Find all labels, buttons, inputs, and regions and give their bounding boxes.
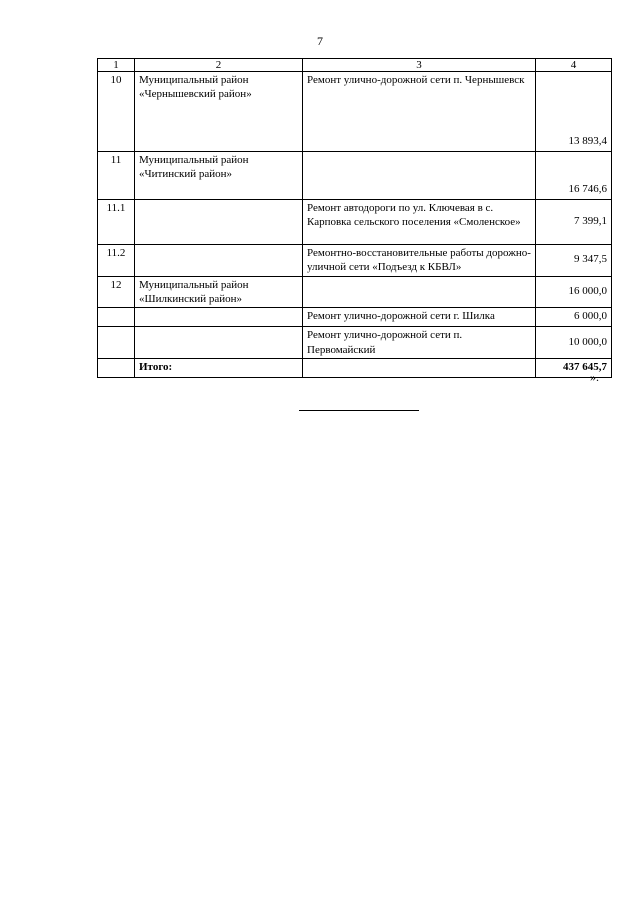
- row-number: 11.1: [98, 200, 135, 245]
- total-amount: 437 645,7: [536, 359, 612, 378]
- row-number: 12: [98, 276, 135, 308]
- total-work-cell: [303, 359, 536, 378]
- work-cell: [303, 276, 536, 308]
- table-row: [98, 327, 612, 359]
- table-header-row: [98, 59, 612, 72]
- funding-table: [97, 58, 612, 378]
- table-row: [98, 200, 612, 245]
- header-cell-2: 2: [135, 59, 303, 72]
- row-number: 11.2: [98, 245, 135, 277]
- work-cell: Ремонт улично-дорожной сети п. Чернышевск: [303, 72, 536, 152]
- header-cell-1: 1: [98, 59, 135, 72]
- district-cell: [135, 327, 303, 359]
- district-cell: [135, 200, 303, 245]
- header-cell-4: 4: [536, 59, 612, 72]
- row-number: [98, 308, 135, 327]
- district-cell: [135, 308, 303, 327]
- table-row: [98, 245, 612, 277]
- total-row: [98, 359, 612, 378]
- table-row: [98, 152, 612, 200]
- row-number: 11: [98, 152, 135, 200]
- end-divider-line: [299, 410, 419, 411]
- amount-cell: 16 000,0: [536, 276, 612, 308]
- closing-quote: ».: [590, 370, 599, 384]
- amount-cell: 7 399,1: [536, 200, 612, 245]
- work-cell: Ремонтно-восстановительные работы дорожно-уличной сети «Подъезд к КБВЛ»: [303, 245, 536, 277]
- total-label: Итого:: [135, 359, 303, 378]
- district-cell: [135, 245, 303, 277]
- amount-cell: 13 893,4: [536, 72, 612, 152]
- amount-cell: 6 000,0: [536, 308, 612, 327]
- row-number: [98, 327, 135, 359]
- work-cell: Ремонт автодороги по ул. Ключевая в с. Карповка сельского поселения «Смоленское»: [303, 200, 536, 245]
- district-cell: Муниципальный район «Чернышевский район»: [135, 72, 303, 152]
- table-row: [98, 72, 612, 152]
- amount-cell: 9 347,5: [536, 245, 612, 277]
- work-cell: Ремонт улично-дорожной сети п. Первомайский: [303, 327, 536, 359]
- row-number: 10: [98, 72, 135, 152]
- district-cell: Муниципальный район «Шилкинский район»: [135, 276, 303, 308]
- work-cell: [303, 152, 536, 200]
- total-number-cell: [98, 359, 135, 378]
- table-row: [98, 308, 612, 327]
- table-row: [98, 276, 612, 308]
- district-cell: Муниципальный район «Читинский район»: [135, 152, 303, 200]
- work-cell: Ремонт улично-дорожной сети г. Шилка: [303, 308, 536, 327]
- page-number: 7: [317, 34, 323, 48]
- amount-cell: 16 746,6: [536, 152, 612, 200]
- header-cell-3: 3: [303, 59, 536, 72]
- amount-cell: 10 000,0: [536, 327, 612, 359]
